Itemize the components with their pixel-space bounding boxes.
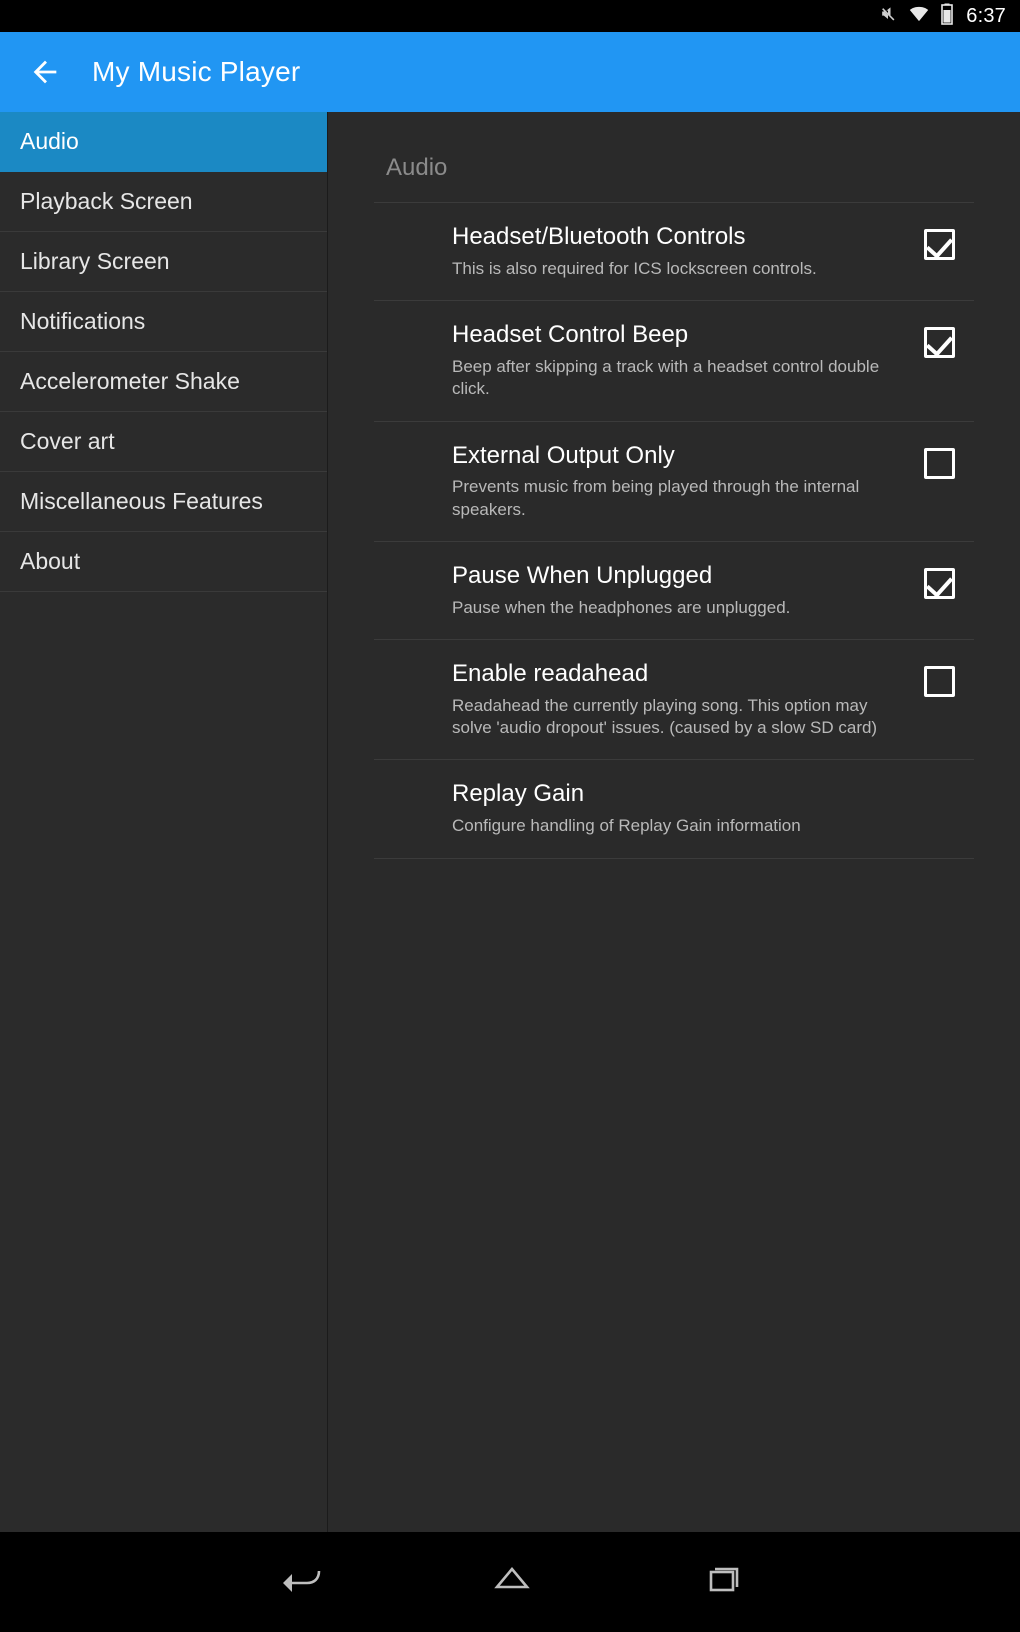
settings-sidebar	[0, 112, 328, 1532]
sidebar-item-audio[interactable]	[0, 112, 327, 172]
preference-text-block	[374, 562, 904, 619]
sidebar-item-label: Miscellaneous Features	[20, 488, 263, 514]
page-title: My Music Player	[92, 56, 301, 87]
preference-title: Enable readahead	[452, 660, 649, 687]
checkbox-external-output-only[interactable]	[924, 448, 955, 479]
back-nav-icon[interactable]	[278, 1563, 322, 1602]
recents-nav-icon[interactable]	[702, 1563, 742, 1602]
sidebar-item-cover-art[interactable]	[0, 412, 327, 472]
sidebar-item-label: Library Screen	[20, 248, 170, 274]
preference-title: Pause When Unplugged	[452, 561, 713, 589]
preference-summary: This is also required for ICS lockscreen controls.	[452, 258, 817, 278]
preference-text-block	[374, 660, 904, 739]
preference-text-block	[374, 780, 904, 837]
content-body	[0, 112, 1020, 1532]
preference-title: Replay Gain	[452, 780, 585, 808]
preference-summary: Configure handling of Replay Gain information	[452, 816, 801, 836]
preference-widget	[904, 780, 974, 786]
sidebar-item-label: Audio	[20, 128, 79, 154]
preference-summary: Readahead the currently playing song. This option may solve 'audio dropout' issues. (caused by a slow SD card)	[452, 695, 878, 738]
preference-text-block	[374, 321, 904, 400]
sidebar-item-label: Accelerometer Shake	[20, 368, 240, 394]
preference-title: Headset/Bluetooth Controls	[452, 223, 746, 250]
preference-replay-gain[interactable]	[374, 760, 974, 858]
sidebar-item-label: Notifications	[20, 308, 146, 334]
preference-external-output-only[interactable]	[374, 422, 974, 542]
sidebar-item-label: About	[20, 548, 81, 574]
sidebar-item-label: Playback Screen	[20, 188, 193, 214]
preference-text-block	[374, 442, 904, 521]
preference-enable-readahead[interactable]	[374, 640, 974, 760]
preference-widget	[904, 660, 974, 697]
checkbox-enable-readahead[interactable]	[924, 666, 955, 697]
back-arrow-icon[interactable]	[28, 55, 62, 89]
checkbox-headset-control-beep[interactable]	[924, 327, 955, 358]
checkbox-headset-bluetooth-controls[interactable]	[924, 229, 955, 260]
preference-pause-when-unplugged[interactable]	[374, 542, 974, 640]
section-header-audio: Audio	[374, 112, 974, 203]
preferences-pane	[328, 112, 1020, 1532]
preference-widget	[904, 321, 974, 358]
preference-summary: Prevents music from being played through the internal speakers.	[452, 477, 860, 519]
preference-summary: Beep after skipping a track with a headset control double click.	[452, 356, 880, 399]
preference-title: Headset Control Beep	[452, 321, 689, 349]
action-bar	[0, 32, 1020, 112]
sidebar-item-accelerometer-shake[interactable]	[0, 352, 327, 412]
preference-widget	[904, 442, 974, 479]
preference-headset-control-beep[interactable]	[374, 301, 974, 421]
battery-icon	[940, 3, 954, 30]
wifi-icon	[908, 4, 930, 29]
mute-icon	[878, 4, 898, 29]
sidebar-item-about[interactable]	[0, 532, 327, 592]
preference-headset-bluetooth-controls[interactable]	[374, 203, 974, 301]
checkbox-pause-when-unplugged[interactable]	[924, 568, 955, 599]
status-bar	[0, 0, 1020, 32]
preference-text-block	[374, 223, 904, 280]
sidebar-item-label: Cover art	[20, 428, 115, 454]
preference-widget	[904, 562, 974, 599]
preference-title: External Output Only	[452, 441, 675, 469]
system-nav-bar	[0, 1532, 1020, 1632]
status-clock: 6:37	[966, 5, 1006, 27]
sidebar-item-notifications[interactable]	[0, 292, 327, 352]
preference-summary: Pause when the headphones are unplugged.	[452, 597, 791, 617]
sidebar-item-miscellaneous-features[interactable]	[0, 472, 327, 532]
preference-widget	[904, 223, 974, 260]
sidebar-item-library-screen[interactable]	[0, 232, 327, 292]
sidebar-item-playback-screen[interactable]	[0, 172, 327, 232]
home-nav-icon[interactable]	[492, 1563, 532, 1602]
